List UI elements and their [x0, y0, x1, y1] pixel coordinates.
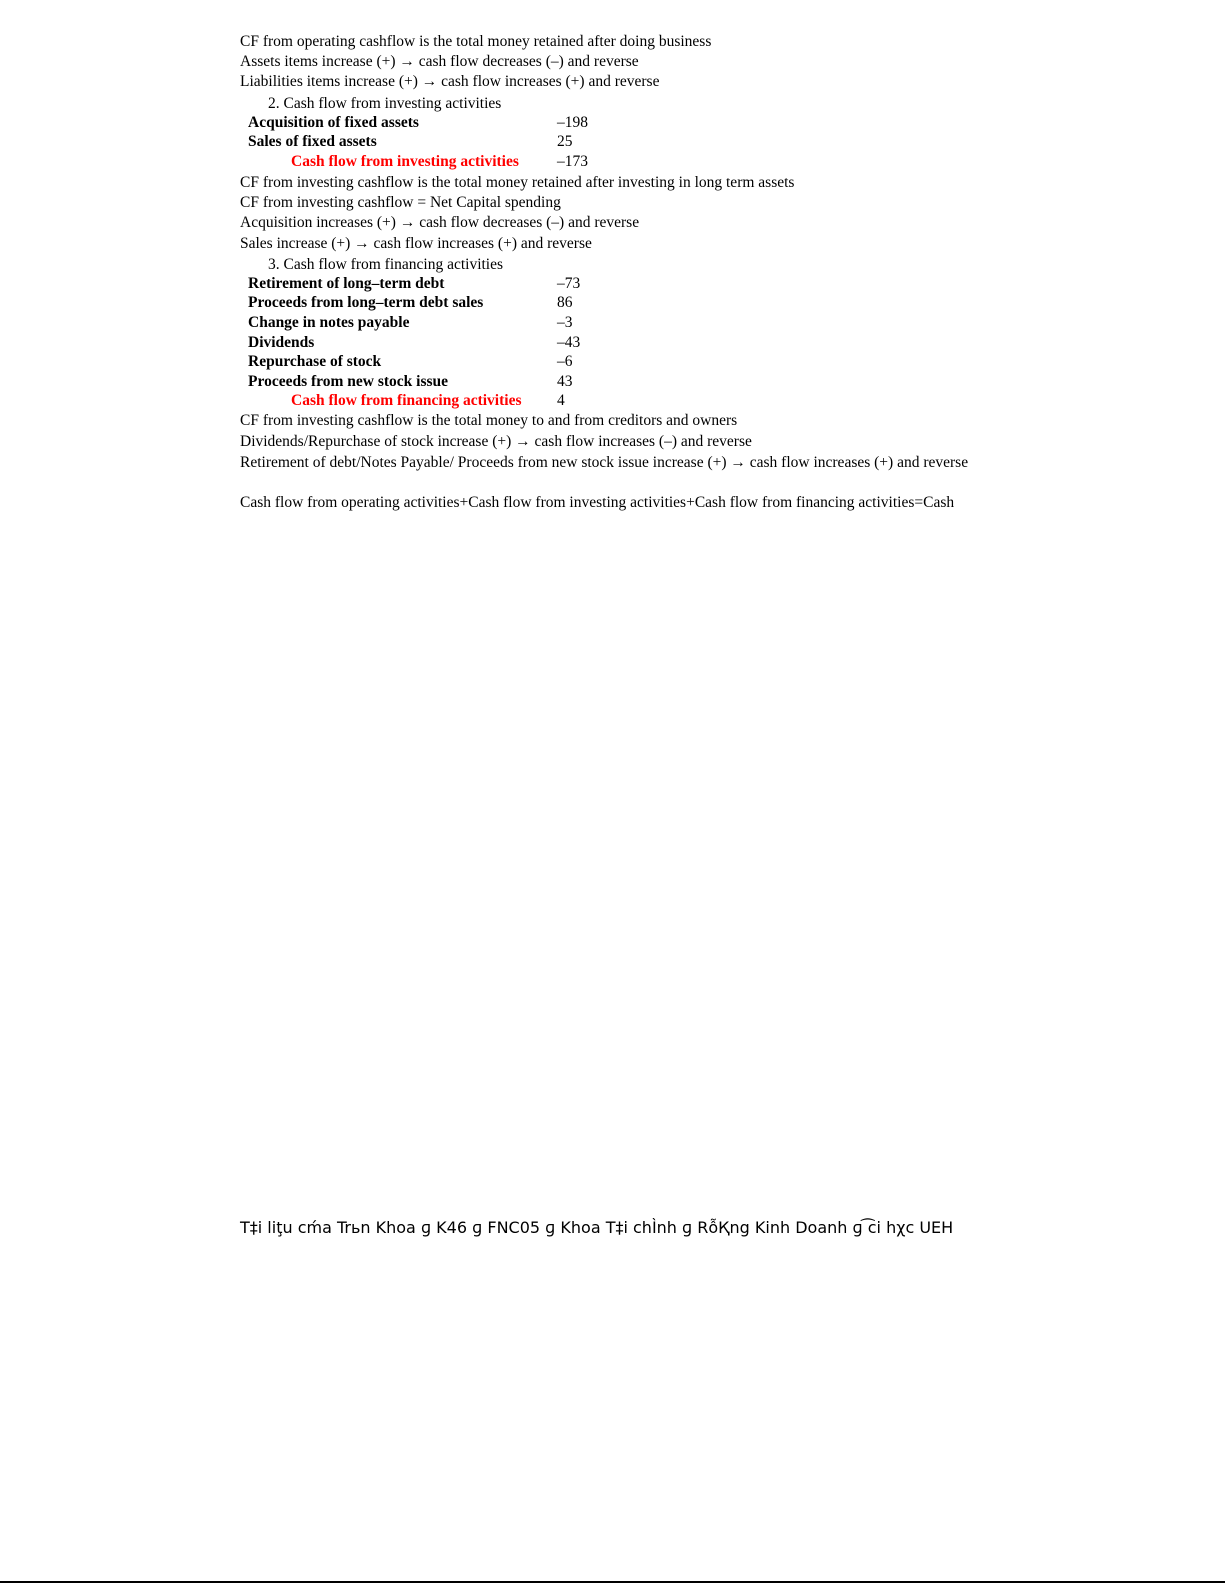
row-value: 86 [557, 294, 573, 311]
investing-note-1: CF from investing cashflow is the total money retained after investing in long term assets [240, 174, 795, 191]
investing-note-4: Sales increase (+) → cash flow increases (+) and reverse [240, 235, 592, 252]
row-label: Proceeds from new stock issue [248, 373, 449, 390]
row-label: Change in notes payable [248, 314, 410, 331]
financing-note-3: Retirement of debt/Notes Payable/ Proceeds from new stock issue increase (+) → cash flow increases (+) and reverse [240, 454, 969, 471]
row-value: –198 [557, 114, 588, 131]
row-label: Retirement of long–term debt [248, 275, 445, 292]
financing-note-2: Dividends/Repurchase of stock increase (+) → cash flow increases (–) and reverse [240, 433, 752, 450]
row-value: –3 [557, 314, 573, 331]
financing-note-1: CF from investing cashflow is the total money to and from creditors and owners [240, 412, 738, 429]
row-value: –43 [557, 334, 581, 351]
page-bottom-border [0, 1581, 1225, 1583]
row-label: Acquisition of fixed assets [248, 114, 419, 131]
operating-note-2: Assets items increase (+) → cash flow decreases (–) and reverse [240, 53, 639, 70]
investing-heading: 2. Cash flow from investing activities [268, 95, 502, 112]
operating-note-3: Liabilities items increase (+) → cash flow increases (+) and reverse [240, 73, 660, 90]
row-label: Proceeds from long–term debt sales [248, 294, 484, 311]
investing-note-3: Acquisition increases (+) → cash flow decreases (–) and reverse [240, 214, 640, 231]
total-label: Cash flow from financing activities [291, 392, 522, 409]
row-value: 43 [557, 373, 573, 390]
investing-note-2: CF from investing cashflow = Net Capital spending [240, 194, 561, 211]
row-label: Dividends [248, 334, 315, 351]
row-label: Repurchase of stock [248, 353, 382, 370]
operating-note-1: CF from operating cashflow is the total money retained after doing business [240, 33, 712, 50]
total-value: 4 [557, 392, 565, 409]
financing-note-4: Cash flow from operating activities+Cash flow from investing activities+Cash flow from financing activities=Cash [240, 494, 955, 511]
row-label: Sales of fixed assets [248, 133, 377, 150]
row-value: 25 [557, 133, 573, 150]
total-value: –173 [557, 153, 588, 170]
row-value: –6 [557, 353, 573, 370]
document-footer: T‡i liţu cḿa Trьn Khoa ɡ K46 ɡ FNC05 ɡ Khoa T‡i chÌnh ɡ RỗҚng Kinh Doanh ɡ ͡ci hχc UEH [240, 1218, 954, 1237]
financing-heading: 3. Cash flow from financing activities [268, 256, 504, 273]
row-value: –73 [557, 275, 581, 292]
total-label: Cash flow from investing activities [291, 153, 519, 170]
